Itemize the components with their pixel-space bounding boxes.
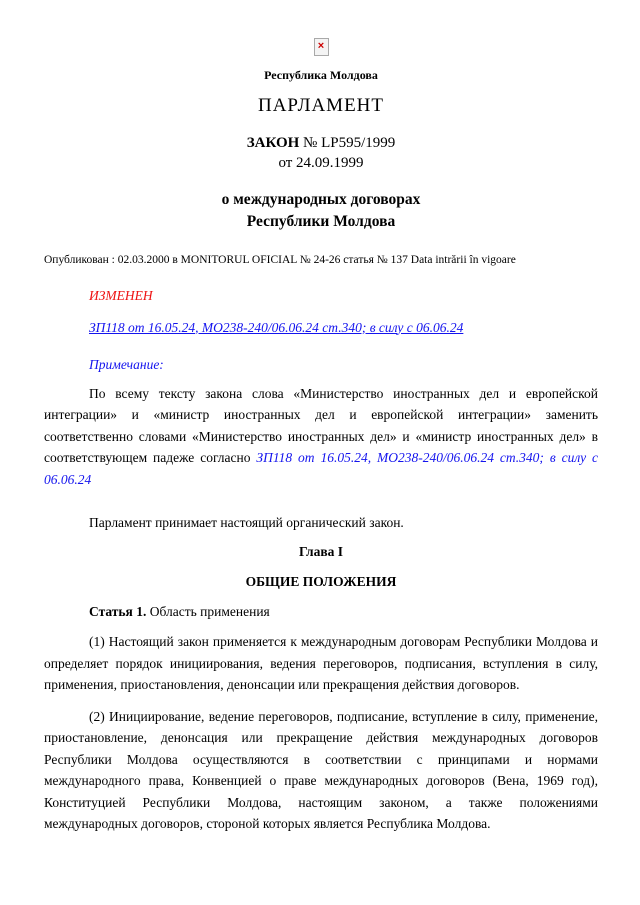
article-label: Статья 1.	[89, 603, 147, 619]
note-amendment-link[interactable]: ЗП118 от 16.05.24, МО238-240/06.06.24 ст.340; в силу с 06.06.24	[44, 450, 598, 487]
emblem-image-container	[44, 38, 598, 58]
note-text: По всему тексту закона слова «Министерство иностранных дел и европейской интеграции» и «министр иностранных дел и европейской интеграции» заменить соответственно словами «Министерство иностранных дел» и «министр иностранных дел» в соответствующем падеже согласно	[44, 385, 598, 465]
preamble-paragraph: Парламент принимает настоящий органический закон.	[89, 515, 404, 530]
institution-name: ПАРЛАМЕНТ	[257, 95, 384, 116]
law-label: ЗАКОН	[246, 135, 300, 151]
amendment-link[interactable]: ЗП118 от 16.05.24, МО238-240/06.06.24 ст.340; в силу с 06.06.24	[89, 319, 464, 335]
note-label: Примечание:	[89, 357, 164, 372]
chapter-number: Глава I	[298, 543, 344, 559]
article-paragraph-2: (2) Инициирование, ведение переговоров, подписание, вступление в силу, применение, приостановление, денонсация или прекращение действия международных договоров Республики Молдова осуществляются в соответствии с принципами и нормами международного права, Конвенцией о праве международных договоров (Вена, 1969 год), Конституцией Республики Молдова, настоящим законом, а также положениями международных договоров, стороной которых является Республика Молдова.	[44, 708, 598, 831]
article-title: Область применения	[149, 603, 270, 619]
document-title	[44, 189, 598, 233]
document-title-line2: Республики Молдова	[246, 213, 396, 230]
amendment-link-line	[89, 317, 598, 339]
chapter-title: ОБЩИЕ ПОЛОЖЕНИЯ	[245, 574, 397, 589]
country-name: Республика Молдова	[264, 68, 378, 82]
publication-line: Опубликован : 02.03.2000 в MONITORUL OFICIAL № 24-26 статья № 137 Data intrării în vigoare	[44, 254, 516, 266]
amended-status-label: ИЗМЕНЕН	[89, 288, 153, 303]
article-paragraph-1: (1) Настоящий закон применяется к международным договорам Республики Молдова и определяет порядок инициирования, ведения переговоров, подписания, вступления в силу, применения, приостановления, денонсации или прекращения действия договоров.	[44, 634, 598, 692]
law-date: от 24.09.1999	[278, 155, 364, 171]
law-number: № LP595/1999	[303, 135, 396, 151]
broken-image-icon: ×	[314, 38, 329, 56]
document-title-line1: о международных договорах	[221, 191, 421, 208]
note-paragraph	[44, 383, 598, 491]
article-heading	[44, 601, 598, 623]
law-number-line	[44, 133, 598, 153]
